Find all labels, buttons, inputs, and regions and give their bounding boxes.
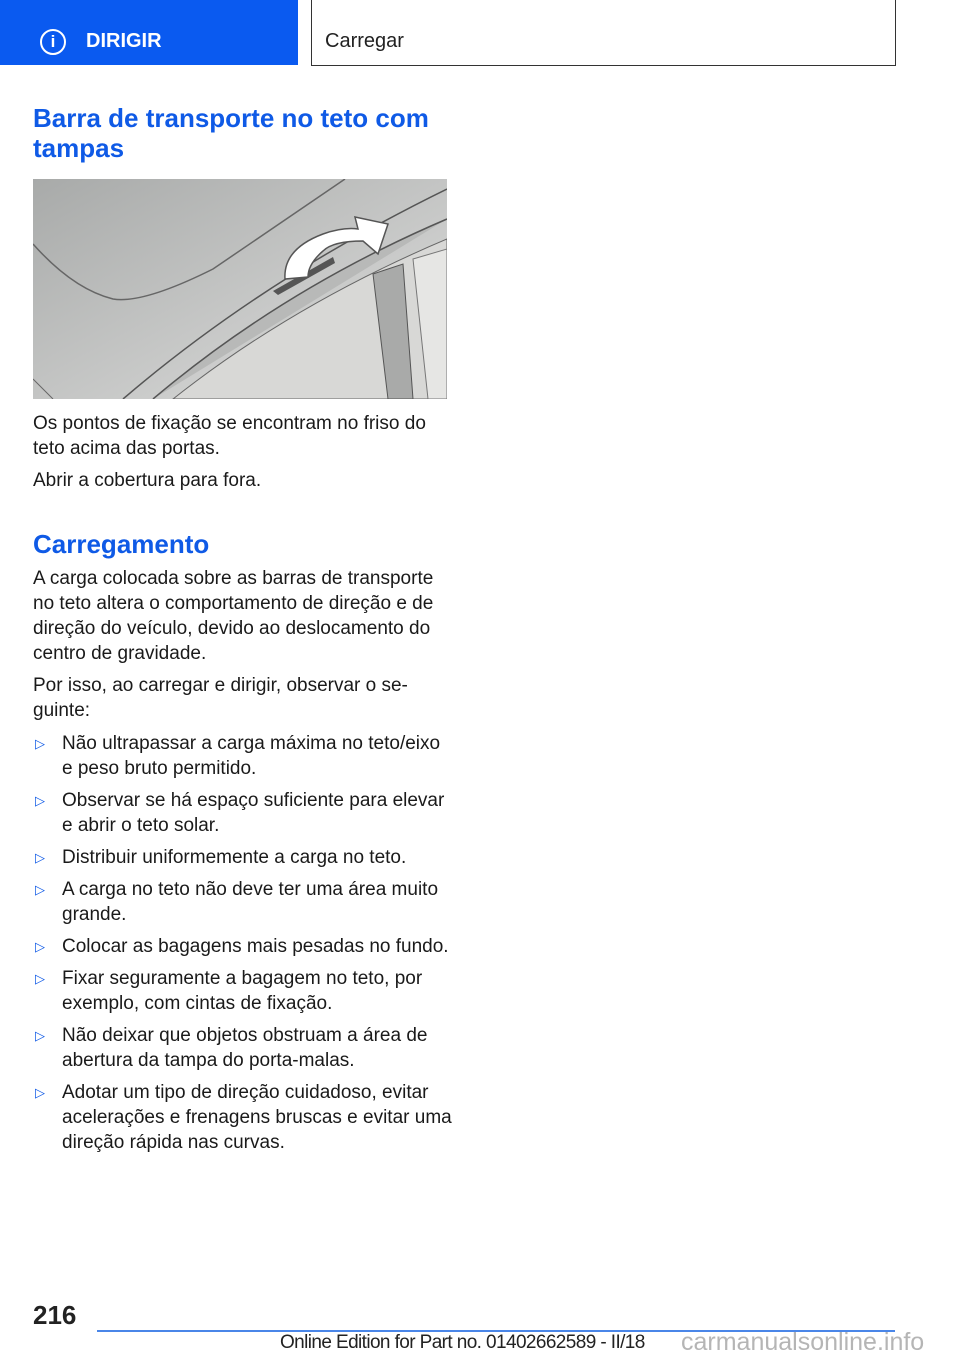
list-item-text: Fixar seguramente a bagagem no teto, por exemplo, com cintas de fixação. — [62, 968, 423, 1014]
info-icon: i — [40, 29, 66, 55]
roof-rack-illustration — [33, 179, 447, 399]
paragraph: A carga colocada sobre as barras de transporte no teto altera o comportamento de direção e de direção do veículo, devido ao deslocamento do centro de gravidade. — [33, 568, 434, 664]
list-item-text: Não deixar que objetos obstruam a área de abertura da tampa do porta-malas. — [62, 1025, 428, 1071]
list-item-text: Adotar um tipo de direção cuidadoso, evitar acelerações e frenagens bruscas e evitar uma direção rápida nas curvas. — [62, 1082, 452, 1153]
bullet-triangle-icon: ▷ — [35, 1028, 45, 1043]
subsection-header — [311, 0, 896, 66]
edition-text: Online Edition for Part no. 01402662589 - II/18 — [280, 1332, 645, 1353]
section-title: Barra de transporte no teto com tampas — [33, 103, 429, 163]
section-label: DIRIGIR — [86, 30, 162, 52]
bullet-triangle-icon: ▷ — [35, 939, 45, 954]
section-tab-dirigir — [0, 0, 298, 65]
bullet-triangle-icon: ▷ — [35, 736, 45, 751]
list-item — [33, 966, 453, 1016]
bullet-triangle-icon: ▷ — [35, 971, 45, 986]
list-item-text: Não ultrapassar a carga máxima no teto/eixo e peso bruto permitido. — [62, 733, 441, 779]
list-item — [33, 731, 453, 781]
watermark: carmanualsonline.info — [681, 1328, 925, 1356]
bullet-triangle-icon: ▷ — [35, 882, 45, 897]
list-item-text: Colocar as bagagens mais pesadas no fundo. — [62, 936, 449, 957]
list-item — [33, 845, 453, 870]
list-item — [33, 934, 453, 959]
bullet-triangle-icon: ▷ — [35, 850, 45, 865]
section-title-carregamento: Carregamento — [33, 529, 210, 559]
list-item-text: Distribuir uniformemente a carga no teto. — [62, 847, 407, 868]
list-item — [33, 788, 453, 838]
bullet-triangle-icon: ▷ — [35, 793, 45, 808]
list-item — [33, 877, 453, 927]
list-item-text: Observar se há espaço suficiente para elevar e abrir o teto solar. — [62, 790, 445, 836]
list-item-text: A carga no teto não deve ter uma área muito grande. — [62, 879, 439, 925]
subsection-label: Carregar — [325, 30, 404, 52]
list-item — [33, 1023, 453, 1073]
paragraph: Abrir a cobertura para fora. — [33, 470, 262, 491]
bullet-triangle-icon: ▷ — [35, 1085, 45, 1100]
paragraph: Os pontos de fixação se encontram no friso do teto acima das portas. — [33, 413, 426, 459]
paragraph: Por isso, ao carregar e dirigir, observar o se-guinte: — [33, 675, 408, 721]
page-number: 216 — [33, 1300, 77, 1330]
list-item — [33, 1080, 453, 1155]
